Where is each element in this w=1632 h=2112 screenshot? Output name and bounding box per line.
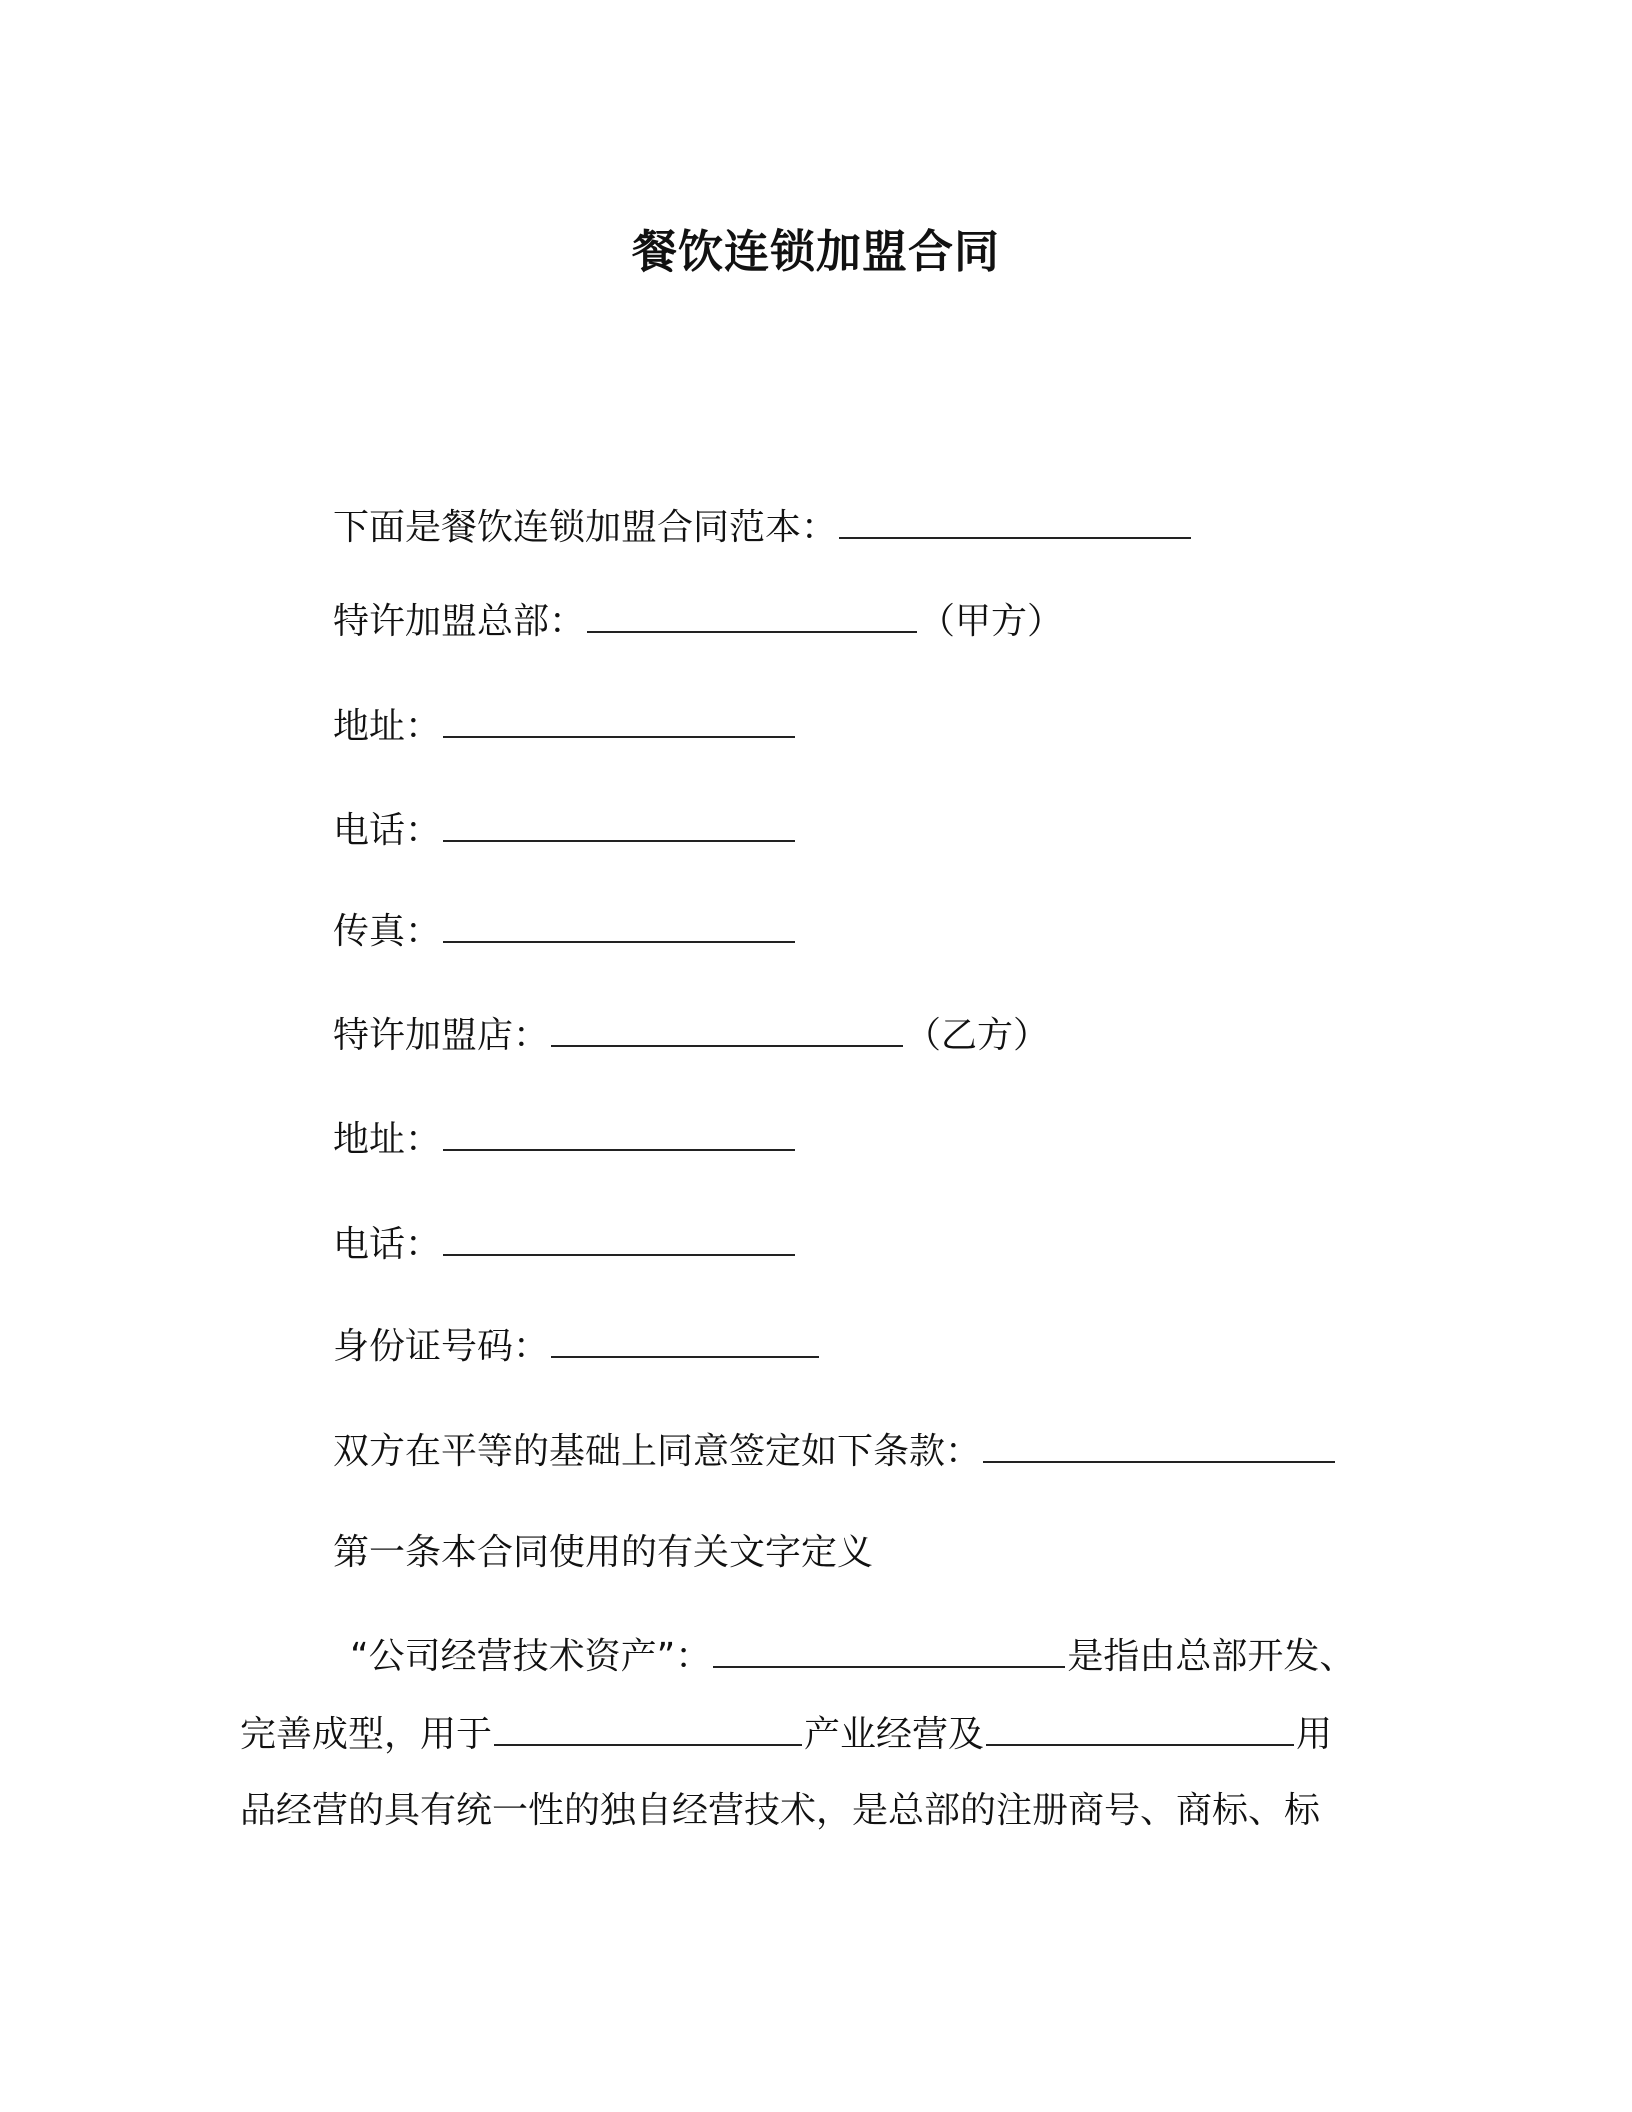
hq-phone-line	[333, 806, 797, 856]
id-number-blank[interactable]	[551, 1322, 819, 1358]
agreement-blank[interactable]	[983, 1427, 1335, 1463]
store-phone-blank[interactable]	[443, 1220, 795, 1256]
article1-heading: 第一条本合同使用的有关文字定义	[333, 1532, 874, 1573]
hq-party: （甲方）	[919, 601, 1064, 642]
definition-line3-text: 品经营的具有统一性的独自经营技术，是总部的注册商号、商标、标	[240, 1790, 1321, 1831]
hq-phone-blank[interactable]	[443, 806, 795, 842]
hq-blank[interactable]	[587, 597, 917, 633]
definition-line2-middle: 产业经营及	[804, 1714, 985, 1755]
definition-term: “公司经营技术资产”：	[350, 1636, 712, 1677]
hq-phone-label: 电话：	[333, 810, 442, 851]
agreement-line	[333, 1427, 1337, 1477]
hq-address-line	[333, 702, 797, 752]
id-number-label: 身份证号码：	[333, 1326, 550, 1367]
store-phone-label: 电话：	[333, 1224, 442, 1265]
definition-blank-1[interactable]	[713, 1632, 1065, 1668]
store-blank[interactable]	[551, 1011, 903, 1047]
document-title: 餐饮连锁加盟合同	[631, 225, 1000, 278]
store-line	[333, 1011, 1049, 1061]
store-label: 特许加盟店：	[333, 1015, 550, 1056]
definition-line-3	[240, 1786, 1320, 1836]
id-number-line	[333, 1322, 821, 1372]
hq-line	[333, 597, 1063, 647]
definition-blank-3[interactable]	[986, 1710, 1294, 1746]
intro-blank[interactable]	[839, 503, 1191, 539]
agreement-label: 双方在平等的基础上同意签定如下条款：	[333, 1431, 982, 1472]
hq-address-label: 地址：	[333, 706, 442, 747]
hq-fax-label: 传真：	[333, 911, 442, 952]
store-party: （乙方）	[905, 1015, 1050, 1056]
definition-line2-prefix: 完善成型，用于	[240, 1714, 493, 1755]
store-address-blank[interactable]	[443, 1115, 795, 1151]
hq-fax-blank[interactable]	[443, 907, 795, 943]
definition-line-2	[240, 1710, 1332, 1760]
intro-line	[333, 503, 1193, 553]
definition-line-1	[350, 1632, 1355, 1682]
hq-address-blank[interactable]	[443, 702, 795, 738]
definition-line1-text: 是指由总部开发、	[1067, 1636, 1356, 1677]
intro-label: 下面是餐饮连锁加盟合同范本：	[333, 507, 838, 548]
hq-label: 特许加盟总部：	[333, 601, 586, 642]
definition-blank-2[interactable]	[494, 1710, 802, 1746]
article1-line	[333, 1528, 873, 1578]
hq-fax-line	[333, 907, 797, 957]
store-phone-line	[333, 1220, 797, 1270]
definition-line2-suffix: 用	[1296, 1714, 1333, 1755]
store-address-line	[333, 1115, 797, 1165]
store-address-label: 地址：	[333, 1119, 442, 1160]
